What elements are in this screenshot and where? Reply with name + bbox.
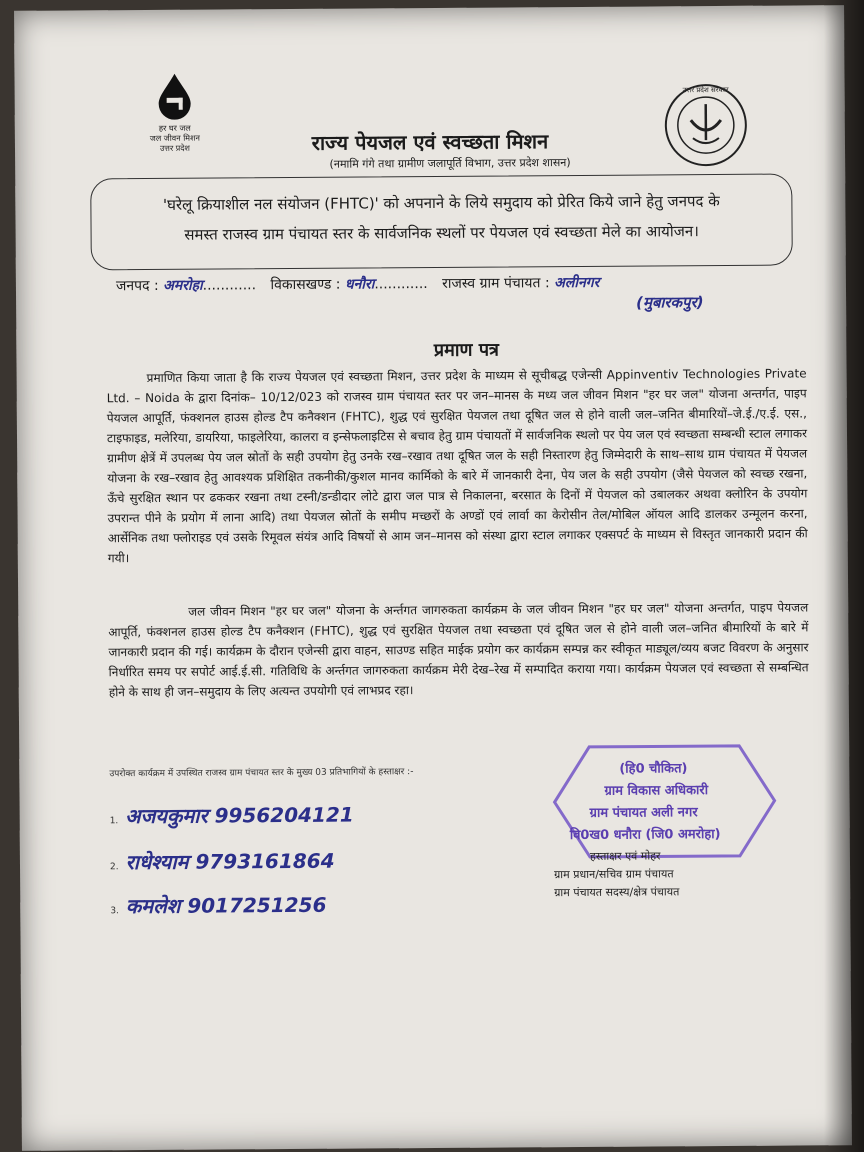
certificate-paragraph-1: प्रमाणित किया जाता है कि राज्य पेयजल एवं स्वच्छता मिशन, उत्तर प्रदेश के माध्यम से सूचीबद्ध एजेन्सी Appinventiv Technologies Private Ltd. – Noida के द्वारा दिनांक– 10/12/023 को राजस्व ग्राम पंचायत स्तर पर जन–मानस के मध्य जल जीवन मिशन "हर घर जल" योजना अन्तर्गत, पाइप पेयजल आपूर्ति, फंक्शनल हाउस होल्ड टैप कनैक्शन (FHTC), शुद्ध एवं सुरक्षित पेयजल तथा दूषित जल से होने वाली जल–जनित बीमारियों–जे.ई./ए.ई. एस., टाइफाइड, मलेरिया, डायरिया, फाइलेरिया, कालरा व इन्सेफलाइटिस से बचाव हेतु ग्राम पंचायतों में सार्वजनिक स्थलो पर पेय जल एवं स्वच्छता सम्बन्धी स्टाल लगाकर ग्रामीण क्षेत्रें में उपलब्ध पेय जल स्रोतों के सही उपयोग हेतु उनके रख–रखाव तथा दूषित जल के सही निस्तारण हेतु जिम्मेदारी के साथ–साथ ग्राम पंचायत में पेयजल योजना के रख–रखाव हेतु आवश्यक प्रशिक्षित तकनीकी/कुशल मानव कार्मिको के बारे में जानकारी देना, पेय जल के सही उपयोग (जैसे पेयजल को स्वच्छ रखना, ऊँचे सुरक्षित स्थान पर ढककर रखना तथा टस्नी/डन्डीदार लोटे द्वारा जल पात्र से निकालना, बरसात के दिनों में पेयजल को उबालकर अथवा क्लोरिन के उपयोग उपरान्त पीने के प्रयोग में लाना आदि) तथा पेयजल स्रोतों के समीप मच्छरों के अण्डों एवं लार्वा का केरोसीन तेल/मोबिल ऑयल आदि डालकर उन्मूलन करना, आर्सेनिक तथा फ्लोराइड एवं उसके रिमूवल संयंत्र आदि विषयों से आम जन–मानस को संस्था द्वारा स्टाल लगाकर एक्सपर्ट के माध्यम से विस्तृत जानकारी प्रदान की गयी। <box>106 366 808 566</box>
location-fields <box>116 271 816 295</box>
vikas-dots: ............ <box>374 276 428 293</box>
official-stamp <box>549 736 780 868</box>
event-banner <box>90 173 793 270</box>
participant-signature: राधेश्याम 9793161864 <box>125 848 335 875</box>
participant-row-3 <box>110 891 326 920</box>
participant-signature: कमलेश 9017251256 <box>125 892 327 919</box>
stamp-line-4: वि0ख0 धनौरा (जि0 अमरोहा) <box>569 826 721 844</box>
certificate-paragraph-2: जल जीवन मिशन "हर घर जल" योजना के अर्न्तगत जागरुकता कार्यक्रम के जल जीवन मिशन "हर घर जल" योजना अन्तर्गत, पाइप पेयजल आपूर्ति, फंक्शनल हाउस होल्ड टैप कनैक्शन (FHTC), शुद्ध एवं सुरक्षित पेयजल तथा स्वच्छता एवं दूषित जल से होने वाली जल–जनित बीमारियों के बारे में जानकारी प्रदान की गई। कार्यक्रम के दौरान एजेन्सी द्वारा वाहन, साउण्ड सहित माईक प्रयोग कर कार्यक्रम सम्पन्न कर स्वीकृत माड्यूल/व्यय बजट विवरण के अनुसार निर्धारित समय पर सपोर्ट आई.ई.सी. गतिविधि के अर्न्तगत जागरुकता कार्यक्रम मेरी देख–रेख में सम्पादित कराया गया। कार्यक्रम पेयजल एवं स्वच्छता से सम्बन्धित होने के साथ ही जन–समुदाय के लिए अत्यन्त उपयोगी एवं लाभप्रद रहा। <box>108 600 809 700</box>
stamp-caption-3: ग्राम पंचायत सदस्य/क्षेत्र पंचायत <box>554 885 680 900</box>
participant-num: 2. <box>109 862 119 873</box>
gram-value-secondary: (मुबारकपुर) <box>636 293 704 312</box>
janpad-label: जनपद : <box>115 277 159 295</box>
certificate-heading: प्रमाण पत्र <box>433 339 500 361</box>
stamp-border-icon <box>549 736 780 868</box>
participant-row-2 <box>110 847 335 876</box>
har-ghar-jal-logo <box>134 72 215 155</box>
up-government-emblem <box>663 82 750 169</box>
banner-line-2: समस्त राजस्व ग्राम पंचायत स्तर के सार्वजनिक स्थलों पर पेयजल एवं स्वच्छता मेले का आयोजन। <box>184 222 699 244</box>
participants-intro: उपरोक्त कार्यक्रम में उपस्थित राजस्व ग्राम पंचायत स्तर के मुख्य 03 प्रतिभागियों के हस्ताक्षर :- <box>109 767 414 780</box>
participant-signature: अजयकुमार 9956204121 <box>125 802 354 829</box>
participant-row-1 <box>110 801 354 830</box>
gram-value: अलीनगर <box>554 274 600 292</box>
mission-subtitle: (नमामि गंगे तथा ग्रामीण जलापूर्ति विभाग, उत्तर प्रदेश शासन) <box>329 156 571 171</box>
janpad-value: अमरोहा <box>163 277 203 294</box>
document-sheet <box>14 5 852 1151</box>
stamp-line-1: (हि0 चौकित) <box>619 761 688 777</box>
emblem-text: उत्तर प्रदेश सरकार <box>682 85 729 95</box>
vikas-value: धनौरा <box>344 276 375 293</box>
stamp-caption-1: हस्ताक्षर एवं मोहर <box>589 849 661 863</box>
stamp-line-2: ग्राम विकास अधिकारी <box>604 783 709 799</box>
mission-title: राज्य पेयजल एवं स्वच्छता मिशन <box>311 129 549 155</box>
participant-num: 3. <box>110 906 119 917</box>
stamp-caption-2: ग्राम प्रधान/सचिव ग्राम पंचायत <box>554 867 674 882</box>
logo-text-3: उत्तर प्रदेश <box>159 143 191 153</box>
janpad-dots: ............ <box>202 277 257 294</box>
stamp-line-3: ग्राम पंचायत अली नगर <box>589 805 698 821</box>
vikas-label: विकासखण्ड : <box>270 276 341 294</box>
banner-line-1: 'घरेलू क्रियाशील नल संयोजन (FHTC)' को अपनाने के लिये समुदाय को प्रेरित किये जाने हेतु जनपद के <box>162 191 720 214</box>
photo-shadow <box>824 0 864 1152</box>
gram-label: राजस्व ग्राम पंचायत : <box>442 275 550 292</box>
logo-text-2: जल जीवन मिशन <box>149 133 200 143</box>
logo-text-1: हर घर जल <box>158 123 191 133</box>
water-drop-icon <box>154 72 194 120</box>
participant-num: 1. <box>109 816 119 827</box>
